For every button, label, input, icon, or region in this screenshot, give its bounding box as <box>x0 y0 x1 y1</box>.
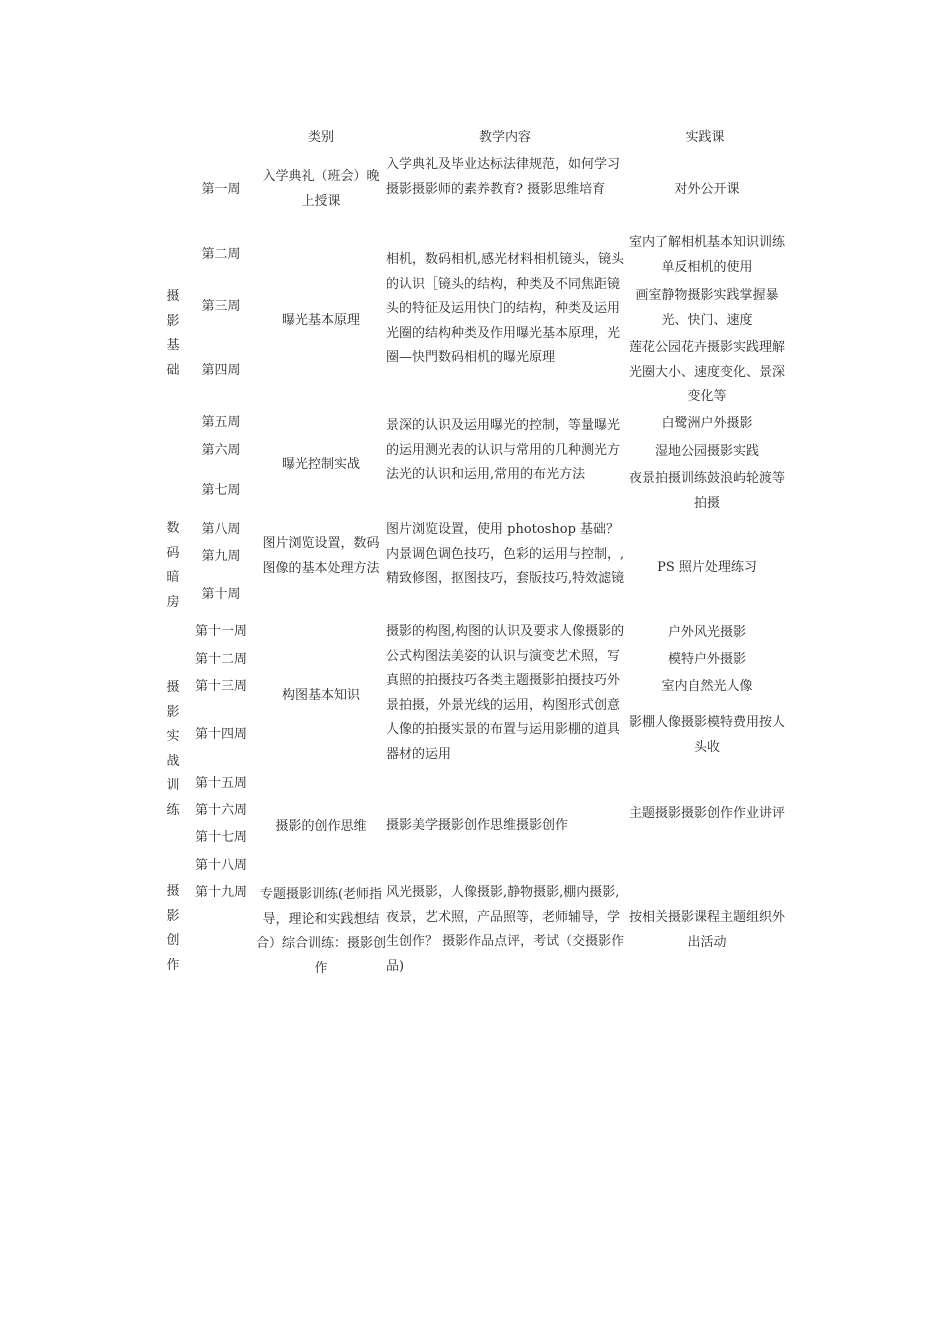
header-content: 教学内容 <box>478 130 531 145</box>
section-darkroom: 数码暗房 <box>166 521 180 610</box>
practice-cell: 室内自然光人像 <box>661 679 753 694</box>
week-label: 第十三周 <box>194 679 247 694</box>
category-cell: 图片浏览设置，数码图像的基本处理方法 <box>262 536 380 576</box>
practice-cell: PS 照片处理练习 <box>657 560 757 575</box>
practice-cell: 室内了解相机基本知识训练单反相机的使用 <box>628 235 785 275</box>
practice-cell: 户外风光摄影 <box>667 625 746 640</box>
week-label: 第十六周 <box>194 803 247 818</box>
week-label: 第五周 <box>201 415 241 430</box>
category-cell: 专题摄影训练(老师指导，理论和实践想结合）综合训练：摄影创作 <box>256 887 387 976</box>
content-cell: 入学典礼及毕业达标法律规范，如何学习摄影摄影师的素养教育? 摄影思维培育 <box>386 157 621 197</box>
week-label: 第八周 <box>201 522 241 537</box>
content-cell: 景深的认识及运用曝光的控制，等量曝光的运用测光表的认识与常用的几种测光方法光的认识和运用,常用的布光方法 <box>386 418 621 482</box>
category-cell: 曝光控制实战 <box>281 457 360 472</box>
week-label: 第十四周 <box>194 727 247 742</box>
week-label: 第三周 <box>201 299 241 314</box>
content-cell: 摄影美学摄影创作思维摄影创作 <box>386 818 569 833</box>
section-basics: 摄影基础 <box>166 289 180 378</box>
content-cell: 图片浏览设置，使用 photoshop 基础？ 内景调色调色技巧，色彩的运用与控制，,精致修图，抠图技巧，套版技巧,特效滤镜 <box>386 522 625 586</box>
week-label: 第十五周 <box>194 776 247 791</box>
week-label: 第二周 <box>201 247 241 262</box>
practice-cell: 夜景拍摄训练鼓浪屿轮渡等拍摄 <box>628 471 785 511</box>
practice-cell: 画室静物摄影实践掌握暴光、快门、速度 <box>635 288 779 328</box>
content-cell: 风光摄影，人像摄影,静物摄影,棚内摄影,夜景，艺术照，产品照等，老师辅导，学生创作？ 摄影作品点评，考试（交摄影作品) <box>386 885 625 974</box>
practice-cell: 对外公开课 <box>674 182 740 197</box>
header-practice: 实践课 <box>685 130 725 145</box>
week-label: 第十二周 <box>194 652 247 667</box>
week-label: 第六周 <box>201 443 241 458</box>
practice-cell: 按相关摄影课程主题组织外出活动 <box>628 910 785 950</box>
week-label: 第九周 <box>201 549 241 564</box>
practice-cell: 湿地公园摄影实践 <box>654 444 759 459</box>
week-label: 第十周 <box>201 587 241 602</box>
practice-cell: 影棚人像摄影模特费用按人头收 <box>628 715 785 755</box>
category-cell: 入学典礼（班会）晚上授课 <box>262 169 380 209</box>
practice-cell: 白鹭洲户外摄影 <box>661 416 753 431</box>
section-training: 摄影实战训练 <box>166 680 180 818</box>
category-cell: 摄影的创作思维 <box>275 819 367 834</box>
week-label: 第七周 <box>201 483 241 498</box>
week-label: 第一周 <box>201 182 241 197</box>
week-label: 第十九周 <box>194 885 247 900</box>
header-category: 类别 <box>307 130 334 145</box>
content-cell: 相机，数码相机,感光材料相机镜头，镜头的认识［镜头的结构，种类及不同焦距镜头的特征及运用快门的结构，种类及运用光圈的结构种类及作用曝光基本原理，光圈—快門数码相机的曝光原理 <box>386 252 625 365</box>
week-label: 第十七周 <box>194 830 247 845</box>
practice-cell: 主题摄影摄影创作作业讲评 <box>628 806 785 821</box>
week-label: 第四周 <box>201 363 241 378</box>
practice-cell: 莲花公园花卉摄影实践理解光圈大小、速度变化、景深变化等 <box>628 340 785 404</box>
category-cell: 曝光基本原理 <box>281 313 360 328</box>
practice-cell: 模特户外摄影 <box>667 652 746 667</box>
section-creation: 摄影创作 <box>166 884 180 973</box>
category-cell: 构图基本知识 <box>281 688 360 703</box>
content-cell: 摄影的构图,构图的认识及要求人像摄影的公式构图法美姿的认识与演变艺术照，写真照的拍摄技巧各类主题摄影拍摄技巧外景拍摄，外景光线的运用，构图形式创意人像的拍摄实景的布置与运用影棚的道具器材的运用 <box>386 624 625 762</box>
week-label: 第十八周 <box>194 858 247 873</box>
week-label: 第十一周 <box>194 624 247 639</box>
